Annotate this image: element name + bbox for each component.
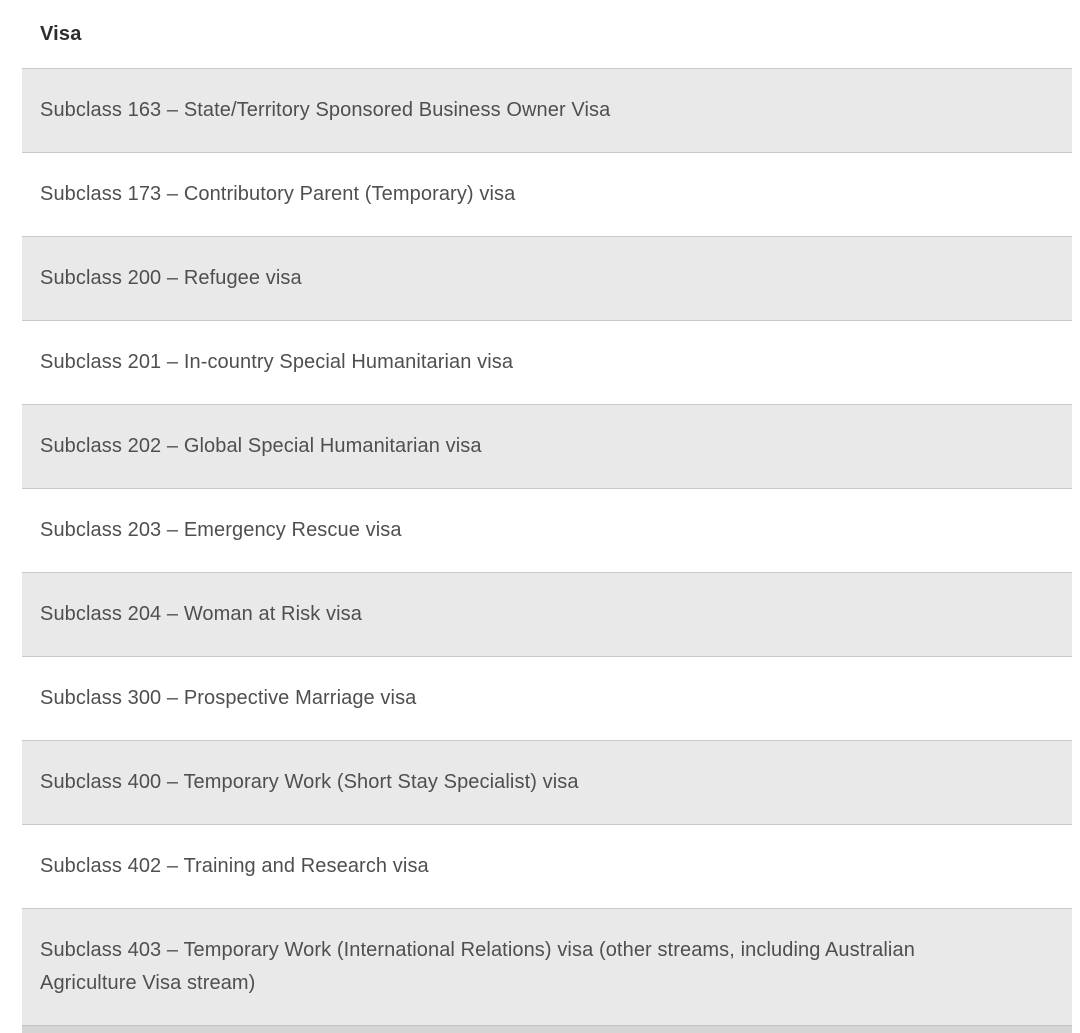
visa-table [22,0,1072,1033]
table-header-row [22,0,1072,68]
visa-row-label: Subclass 400 – Temporary Work (Short Stay Specialist) visa [40,771,579,793]
visa-row-label: Subclass 300 – Prospective Marriage visa [40,687,417,709]
table-row [22,908,1072,1025]
table-row [22,824,1072,908]
table-row [22,656,1072,740]
table-row [22,404,1072,488]
table-row [22,488,1072,572]
table-body [22,68,1072,1025]
visa-row-label: Subclass 163 – State/Territory Sponsored Business Owner Visa [40,99,611,121]
table-row [22,68,1072,152]
visa-row-label: Subclass 402 – Training and Research visa [40,855,429,877]
table-row [22,320,1072,404]
table-row [22,152,1072,236]
table-row [22,236,1072,320]
visa-row-label: Subclass 201 – In-country Special Humanitarian visa [40,351,514,373]
partial-next-row [22,1025,1072,1033]
table-row [22,740,1072,824]
visa-row-label: Subclass 202 – Global Special Humanitarian visa [40,435,482,457]
table-row [22,572,1072,656]
visa-column-header: Visa [40,22,82,45]
visa-row-label: Subclass 403 – Temporary Work (International Relations) visa (other streams, including Australian Agriculture Visa stream) [40,939,915,994]
visa-row-label: Subclass 173 – Contributory Parent (Temporary) visa [40,183,516,205]
visa-row-label: Subclass 203 – Emergency Rescue visa [40,519,402,541]
visa-row-label: Subclass 204 – Woman at Risk visa [40,603,362,625]
visa-row-label: Subclass 200 – Refugee visa [40,267,302,289]
